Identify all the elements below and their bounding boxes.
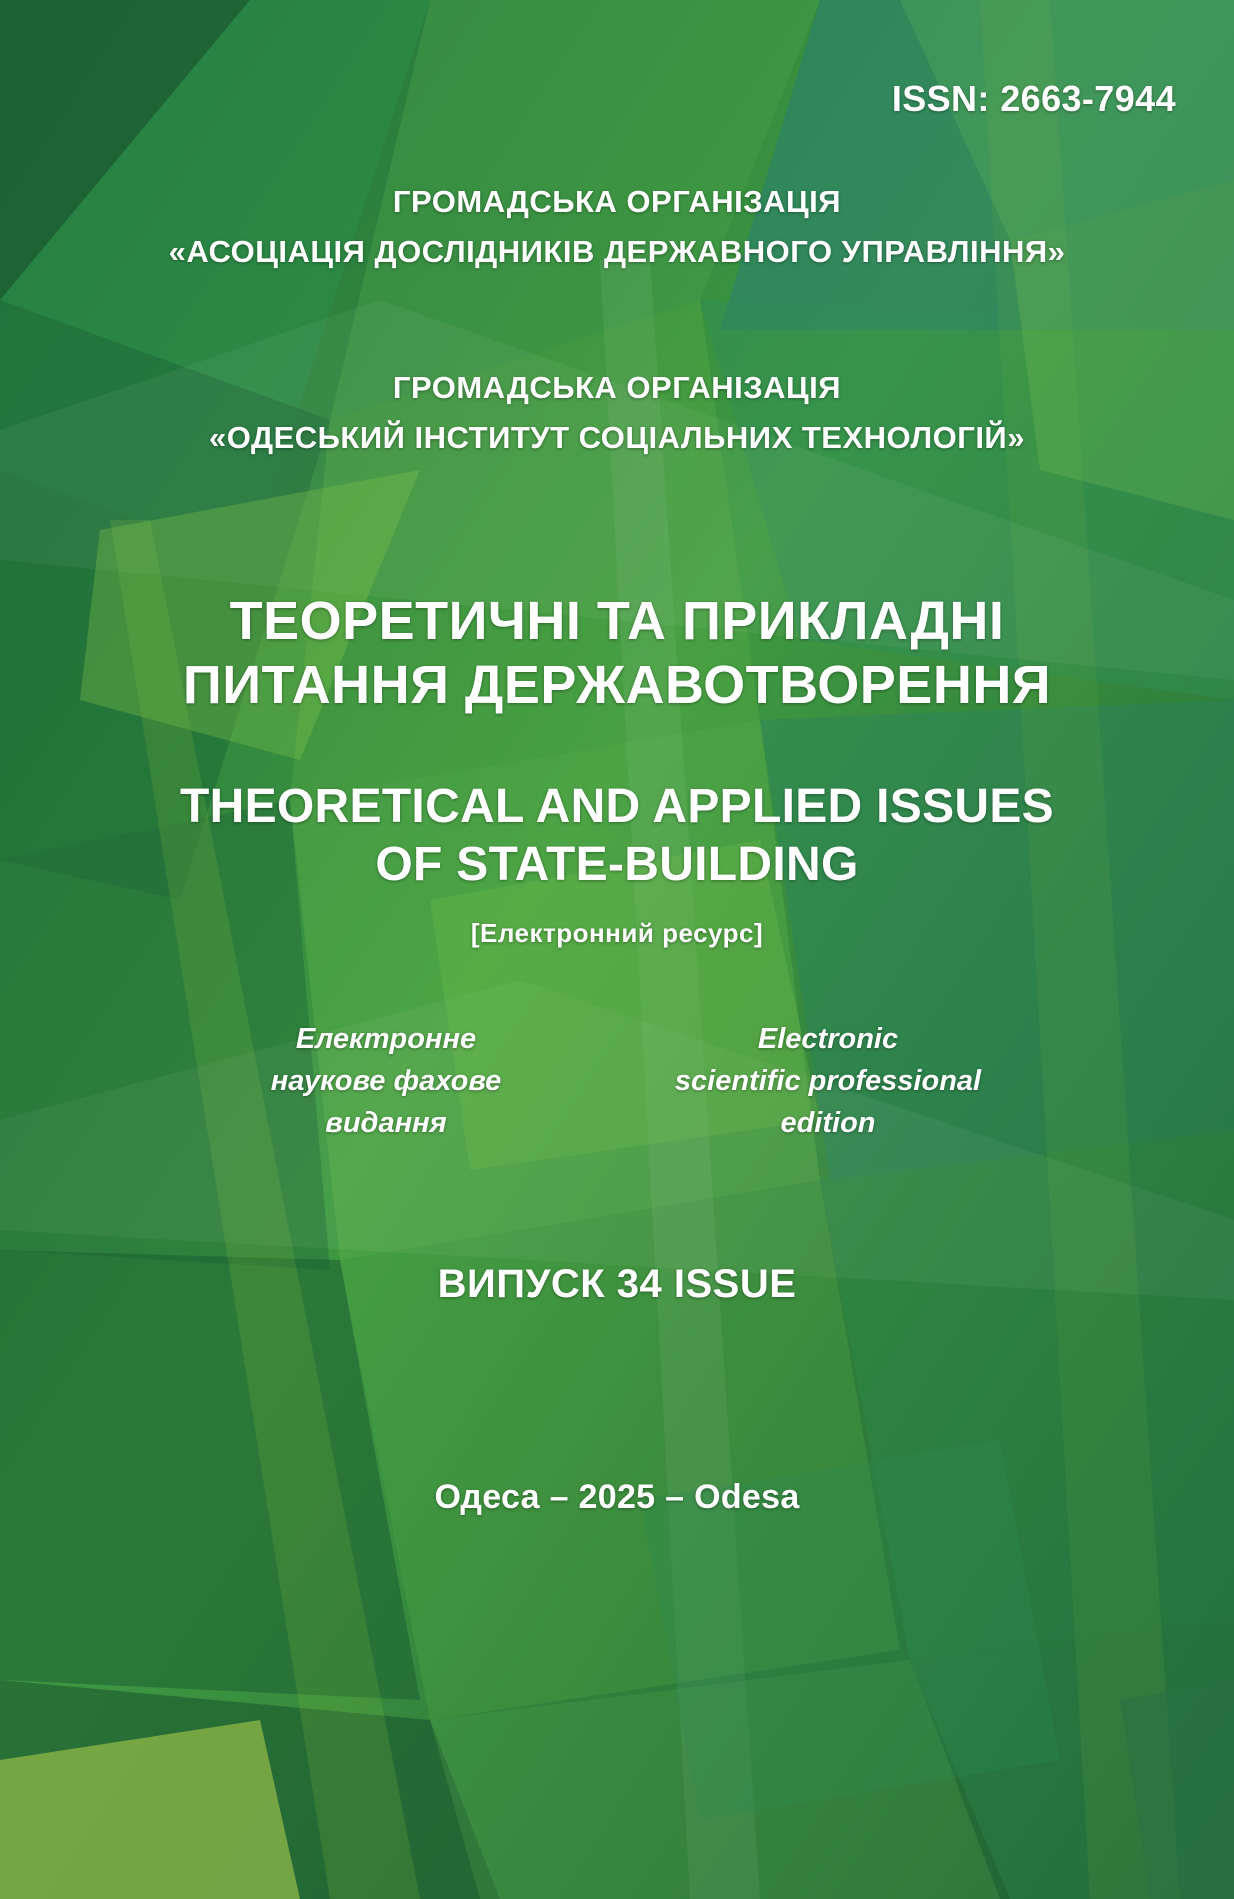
- electronic-resource-note: [Електронний ресурс]: [470, 918, 764, 948]
- issn-text: ISSN: 2663-7944: [891, 78, 1176, 119]
- edition-description-ukrainian: [206, 1018, 566, 1144]
- edition-en-line1: Electronic: [757, 1023, 899, 1055]
- journal-title-ukrainian-line2: ПИТАННЯ ДЕРЖАВОТВОРЕННЯ: [182, 654, 1052, 715]
- organization-two-line2: «ОДЕСЬКИЙ ІНСТИТУТ СОЦІАЛЬНИХ ТЕХНОЛОГІЙ»: [209, 420, 1025, 456]
- edition-en-line2: scientific professional edition: [674, 1065, 982, 1140]
- organization-one: [0, 182, 1234, 273]
- edition-description-english: [628, 1018, 1028, 1144]
- journal-title-english: [0, 778, 1234, 893]
- place-and-year: Одеса – 2025 – Odesa: [434, 1478, 800, 1516]
- journal-title-english-line1: THEORETICAL AND APPLIED ISSUES: [180, 780, 1054, 833]
- organization-one-line1: ГРОМАДСЬКА ОРГАНІЗАЦІЯ: [392, 184, 842, 219]
- edition-ua-line1: Електронне: [295, 1023, 477, 1055]
- edition-ua-line2: наукове фахове видання: [270, 1065, 502, 1140]
- organization-two: [0, 368, 1234, 459]
- journal-title-ukrainian: [0, 590, 1234, 717]
- issue-number: ВИПУСК 34 ISSUE: [437, 1262, 797, 1306]
- organization-two-line1: ГРОМАДСЬКА ОРГАНІЗАЦІЯ: [392, 370, 842, 405]
- edition-description: [0, 1018, 1234, 1144]
- journal-title-ukrainian-line1: ТЕОРЕТИЧНІ ТА ПРИКЛАДНІ: [229, 591, 1005, 651]
- journal-title-english-line2: OF STATE-BUILDING: [375, 837, 859, 891]
- organization-one-line2: «АСОЦІАЦІЯ ДОСЛІДНИКІВ ДЕРЖАВНОГО УПРАВЛІННЯ»: [168, 234, 1066, 270]
